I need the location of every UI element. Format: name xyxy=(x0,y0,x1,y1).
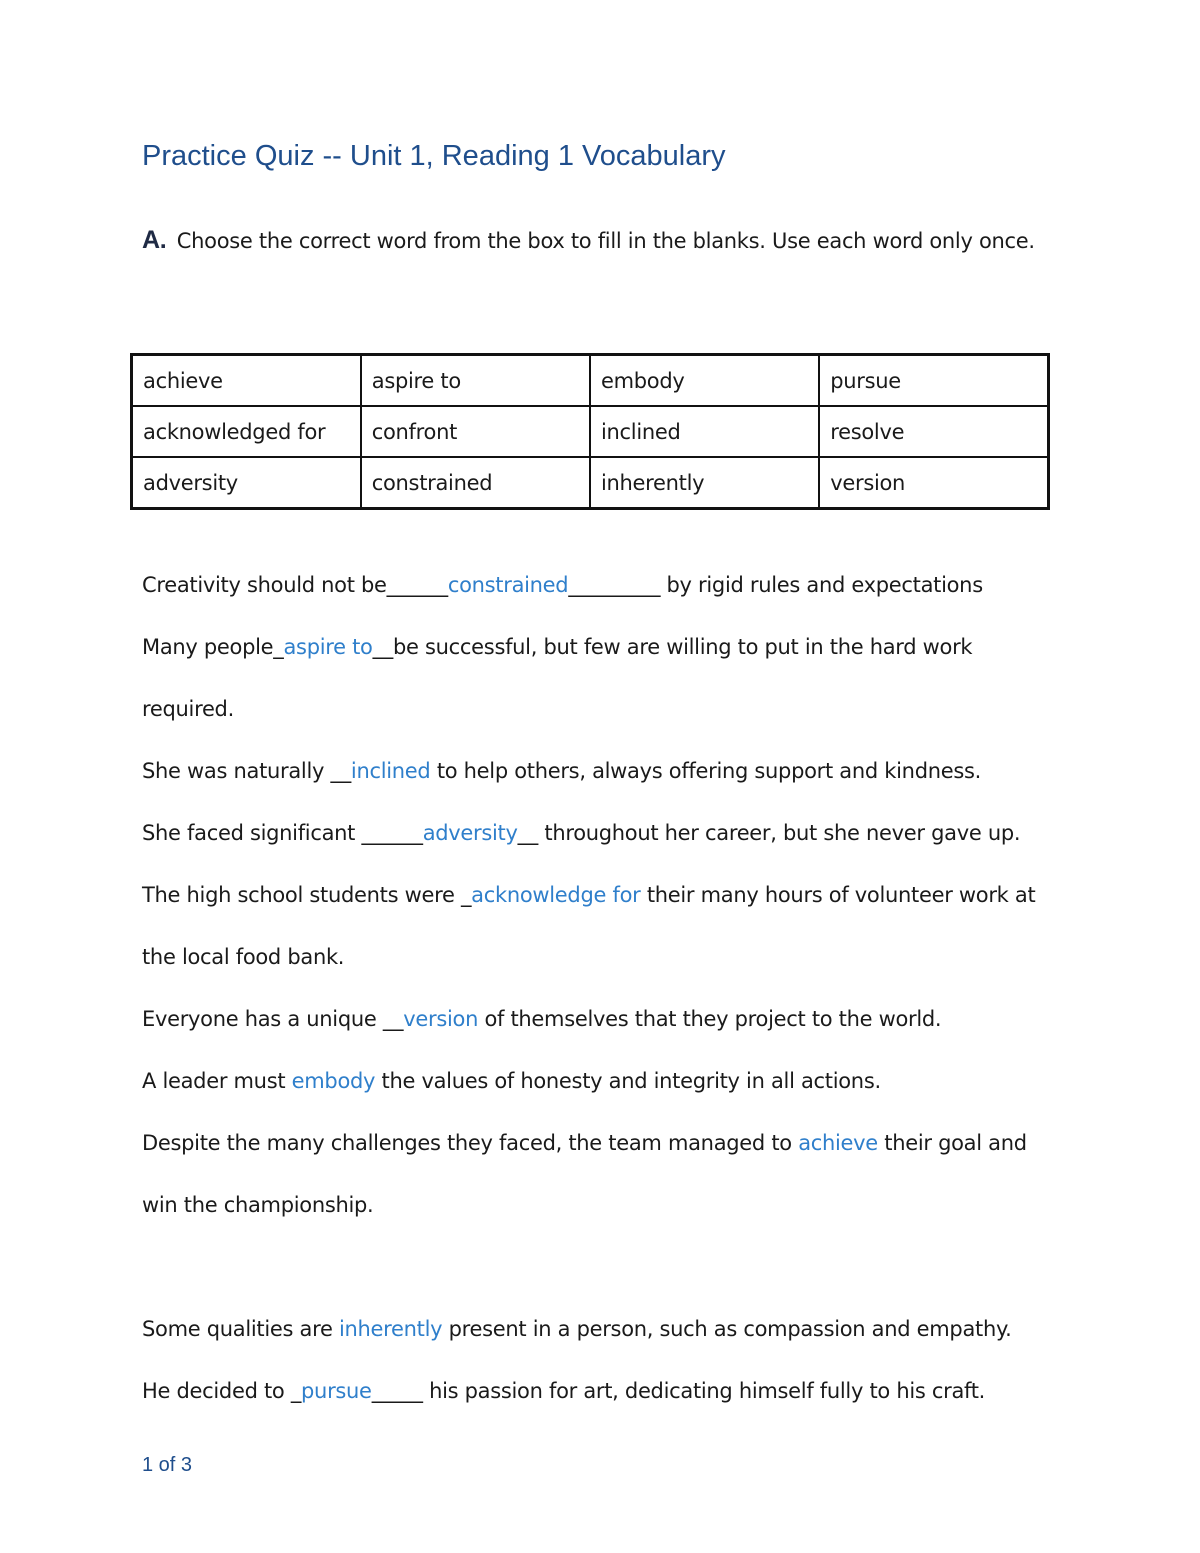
sentence-before: She faced significant ______ xyxy=(142,821,423,845)
sentence-line xyxy=(142,563,1072,625)
word-box-row xyxy=(132,457,1049,509)
page-title: Practice Quiz -- Unit 1, Reading 1 Vocabulary xyxy=(142,140,726,172)
sentence-line xyxy=(142,873,1072,935)
word-box-row xyxy=(132,355,1049,407)
sentence-before: He decided to _ xyxy=(142,1379,302,1403)
sentence-line xyxy=(142,997,1072,1059)
word-box-cell: pursue xyxy=(819,355,1048,407)
sentence-before: She was naturally __ xyxy=(142,759,351,783)
sentence-line xyxy=(142,1307,1072,1369)
word-box-cell: embody xyxy=(590,355,819,407)
blank-line xyxy=(142,1245,1072,1307)
sentence-before: Everyone has a unique __ xyxy=(142,1007,404,1031)
sentence-line xyxy=(142,811,1072,873)
answer-text: achieve xyxy=(798,1131,878,1155)
word-box-cell: version xyxy=(819,457,1048,509)
sentence-before: Despite the many challenges they faced, the team managed to xyxy=(142,1131,799,1155)
sentence-line xyxy=(142,625,1072,687)
page-number: 1 of 3 xyxy=(142,1454,193,1476)
sentence-line xyxy=(142,749,1072,811)
sentence-after: to help others, always offering support and kindness. xyxy=(430,759,982,783)
sentence-text: required. xyxy=(142,697,234,721)
sentence-line xyxy=(142,1059,1072,1121)
instruction-text: Choose the correct word from the box to fill in the blanks. Use each word only once. xyxy=(176,229,1035,253)
sentence-after: _________ by rigid rules and expectations xyxy=(568,573,983,597)
sentence-after: _____ his passion for art, dedicating himself fully to his craft. xyxy=(371,1379,986,1403)
sentence-before: Some qualities are xyxy=(142,1317,339,1341)
sentence-line xyxy=(142,1369,1072,1431)
sentence-after: of themselves that they project to the world. xyxy=(478,1007,942,1031)
sentence-before: Creativity should not be______ xyxy=(142,573,448,597)
sentence-after: their goal and xyxy=(877,1131,1027,1155)
sentence-line xyxy=(142,1183,1072,1245)
answer-text: adversity xyxy=(422,821,518,845)
sentence-line xyxy=(142,935,1072,997)
sentence-text: the local food bank. xyxy=(142,945,345,969)
word-box-cell: adversity xyxy=(132,457,361,509)
section-instruction xyxy=(142,226,1035,255)
sentence-after: the values of honesty and integrity in all actions. xyxy=(375,1069,881,1093)
answer-text: constrained xyxy=(447,573,569,597)
section-letter: A. xyxy=(142,226,167,254)
answer-text: inherently xyxy=(338,1317,443,1341)
sentence-after: present in a person, such as compassion and empathy. xyxy=(442,1317,1012,1341)
sentence-text: win the championship. xyxy=(142,1193,374,1217)
word-box-cell: inclined xyxy=(590,406,819,457)
sentence-line xyxy=(142,1121,1072,1183)
sentence-before: Many people_ xyxy=(142,635,284,659)
word-box-cell: confront xyxy=(361,406,590,457)
answer-text: version xyxy=(403,1007,479,1031)
sentence-after: __be successful, but few are willing to put in the hard work xyxy=(372,635,973,659)
answer-text: aspire to xyxy=(283,635,373,659)
word-box-cell: constrained xyxy=(361,457,590,509)
sentence-after: __ throughout her career, but she never gave up. xyxy=(517,821,1021,845)
word-box-cell: acknowledged for xyxy=(132,406,361,457)
sentence-line xyxy=(142,687,1072,749)
sentence-after: their many hours of volunteer work at xyxy=(640,883,1036,907)
word-box-cell: inherently xyxy=(590,457,819,509)
answer-text: embody xyxy=(291,1069,376,1093)
word-box-cell: aspire to xyxy=(361,355,590,407)
word-box-table xyxy=(130,353,1050,510)
sentence-before: The high school students were _ xyxy=(142,883,472,907)
sentence-before: A leader must xyxy=(142,1069,292,1093)
sentence-list xyxy=(142,563,1072,1431)
word-box-cell: resolve xyxy=(819,406,1048,457)
answer-text: inclined xyxy=(350,759,431,783)
word-box-row xyxy=(132,406,1049,457)
word-box-cell: achieve xyxy=(132,355,361,407)
answer-text: acknowledge for xyxy=(471,883,641,907)
answer-text: pursue xyxy=(301,1379,372,1403)
